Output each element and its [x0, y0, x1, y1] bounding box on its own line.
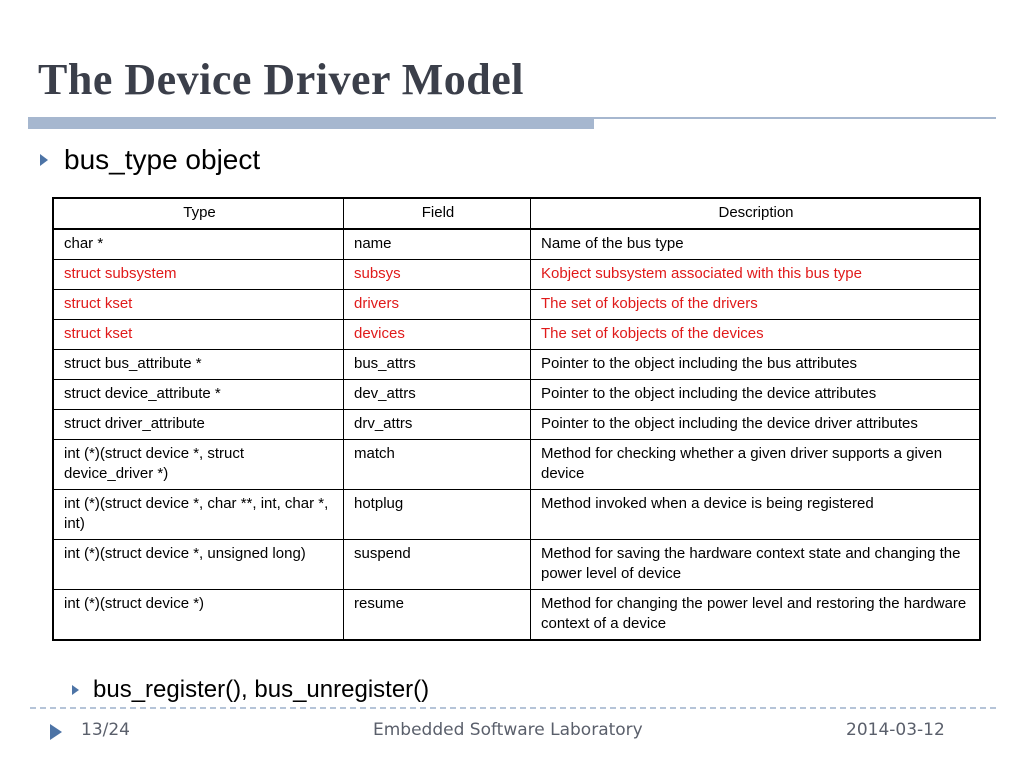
table-row-highlighted	[53, 290, 980, 320]
cell-type: char *	[53, 229, 344, 260]
cell-description: Method for checking whether a given driver supports a given device	[531, 440, 981, 490]
cell-field: dev_attrs	[344, 380, 531, 410]
cell-description: Pointer to the object including the device attributes	[531, 380, 981, 410]
bullet-sub-text: bus_register(), bus_unregister()	[93, 676, 430, 703]
cell-type: int (*)(struct device *, struct device_driver *)	[53, 440, 344, 490]
header-type: Type	[53, 198, 344, 229]
cell-description: Pointer to the object including the device driver attributes	[531, 410, 981, 440]
bullet-main-text: bus_type object	[64, 144, 261, 175]
table-row	[53, 440, 980, 490]
cell-description: Method invoked when a device is being registered	[531, 490, 981, 540]
footer-divider	[30, 707, 996, 709]
cell-description: Name of the bus type	[531, 229, 981, 260]
cell-type: struct device_attribute *	[53, 380, 344, 410]
cell-description: Method for changing the power level and restoring the hardware context of a device	[531, 590, 981, 641]
cell-type: int (*)(struct device *, unsigned long)	[53, 540, 344, 590]
bus-type-table	[52, 197, 981, 641]
table-row	[53, 590, 980, 641]
cell-type: int (*)(struct device *)	[53, 590, 344, 641]
cell-description: The set of kobjects of the drivers	[531, 290, 981, 320]
slide-title: The Device Driver Model	[38, 55, 524, 104]
table-row-highlighted	[53, 320, 980, 350]
cell-field: drv_attrs	[344, 410, 531, 440]
title-underline-thick	[28, 119, 594, 129]
cell-field: name	[344, 229, 531, 260]
cell-description: The set of kobjects of the devices	[531, 320, 981, 350]
bullet-arrow-icon	[72, 685, 79, 695]
cell-type: struct kset	[53, 320, 344, 350]
cell-description: Pointer to the object including the bus attributes	[531, 350, 981, 380]
bullet-main	[40, 144, 260, 176]
cell-type: struct driver_attribute	[53, 410, 344, 440]
footer-date: 2014-03-12	[846, 720, 945, 740]
page-number: 13/24	[81, 720, 130, 740]
cell-field: subsys	[344, 260, 531, 290]
cell-field: resume	[344, 590, 531, 641]
footer-arrow-icon	[50, 724, 62, 740]
cell-field: suspend	[344, 540, 531, 590]
table-row	[53, 490, 980, 540]
table-row	[53, 350, 980, 380]
header-description: Description	[531, 198, 981, 229]
table-row	[53, 380, 980, 410]
cell-type: struct kset	[53, 290, 344, 320]
cell-description: Method for saving the hardware context state and changing the power level of device	[531, 540, 981, 590]
table-row	[53, 229, 980, 260]
cell-type: int (*)(struct device *, char **, int, char *, int)	[53, 490, 344, 540]
footer-lab-name: Embedded Software Laboratory	[373, 720, 643, 740]
bullet-arrow-icon	[40, 154, 48, 166]
cell-field: drivers	[344, 290, 531, 320]
table-header-row	[53, 198, 980, 229]
cell-field: match	[344, 440, 531, 490]
cell-description: Kobject subsystem associated with this bus type	[531, 260, 981, 290]
bullet-sub	[72, 676, 429, 704]
cell-field: devices	[344, 320, 531, 350]
cell-field: hotplug	[344, 490, 531, 540]
table-row	[53, 540, 980, 590]
table-row	[53, 410, 980, 440]
header-field: Field	[344, 198, 531, 229]
table-row-highlighted	[53, 260, 980, 290]
cell-type: struct subsystem	[53, 260, 344, 290]
cell-field: bus_attrs	[344, 350, 531, 380]
cell-type: struct bus_attribute *	[53, 350, 344, 380]
